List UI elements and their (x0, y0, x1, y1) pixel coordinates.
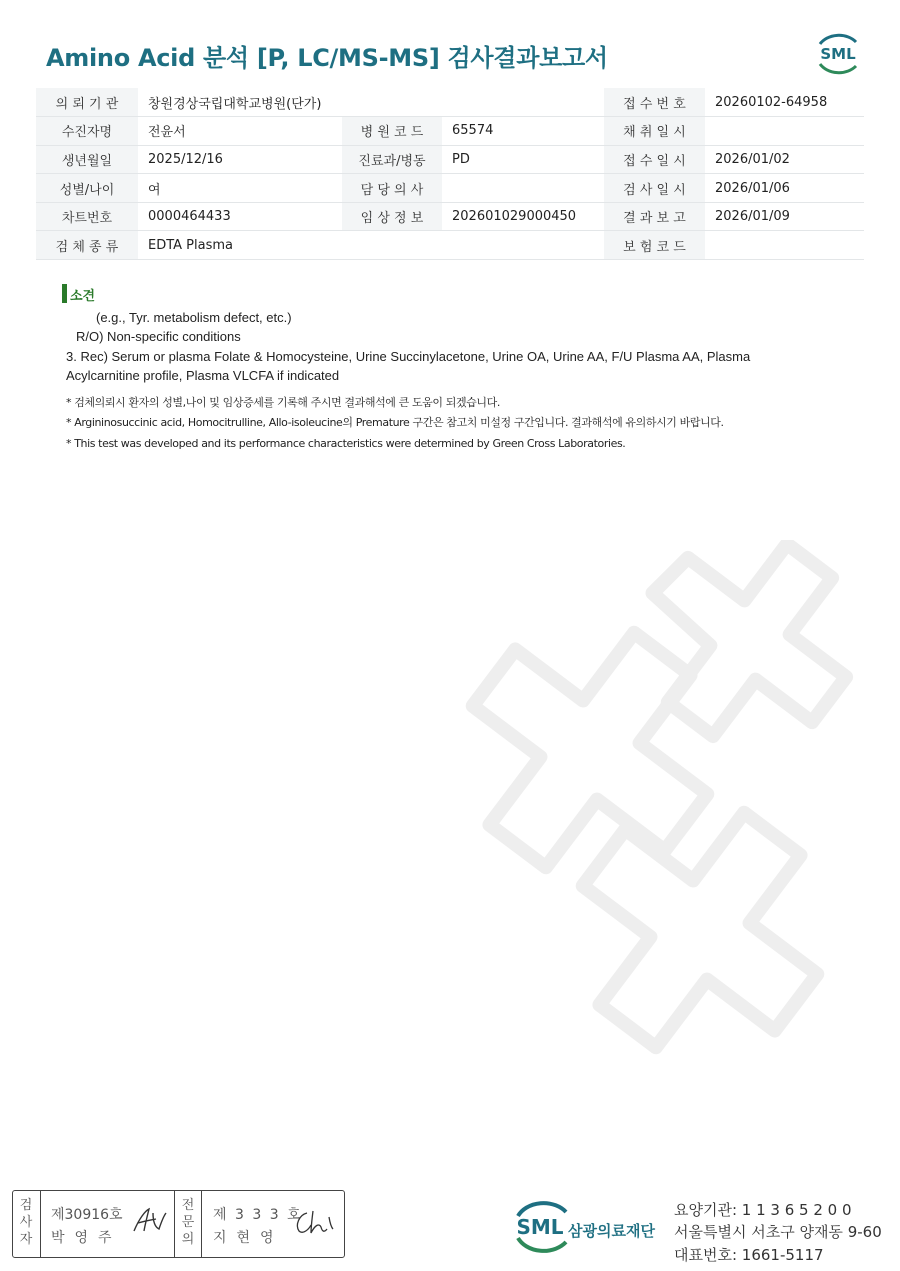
info-value (705, 231, 864, 260)
info-label: 접 수 일 시 (604, 145, 705, 174)
info-value: 2026/01/02 (705, 145, 864, 174)
info-label: 검 체 종 류 (36, 231, 138, 260)
info-label: 담 당 의 사 (342, 174, 442, 203)
info-value (442, 174, 604, 203)
opinion-line: (e.g., Tyr. metabolism defect, etc.) (96, 310, 292, 325)
info-value: 2025/12/16 (138, 145, 342, 174)
institution-number: 요양기관: 1 1 3 6 5 2 0 0 (674, 1201, 852, 1219)
opinion-line: 3. Rec) Serum or plasma Folate & Homocysteine, Urine Succinylacetone, Urine OA, Urine AA, F/U Plasma AA, Plasma (66, 349, 751, 364)
info-label: 성별/나이 (36, 174, 138, 203)
signature-box (12, 1190, 345, 1258)
info-value: 202601029000450 (442, 202, 604, 231)
info-label: 병 원 코 드 (342, 117, 442, 146)
examiner-label-cell (13, 1191, 41, 1257)
info-row (36, 202, 864, 231)
foundation-name: 삼광의료재단 (568, 1222, 655, 1240)
report-title: Amino Acid 분석 [P, LC/MS-MS] 검사결과보고서 (46, 44, 608, 72)
info-value: 전윤서 (138, 117, 342, 146)
info-row (36, 231, 864, 260)
patient-info-table (36, 88, 864, 260)
specialist-label-cell (174, 1191, 202, 1257)
info-label: 채 취 일 시 (604, 117, 705, 146)
sml-foundation-logo-icon (510, 1198, 574, 1254)
info-value: 창원경상국립대학교병원(단가) (138, 88, 342, 117)
info-label: 수진자명 (36, 117, 138, 146)
info-label: 결 과 보 고 (604, 202, 705, 231)
svg-text:SML: SML (516, 1215, 564, 1239)
info-value: 2026/01/09 (705, 202, 864, 231)
info-row (36, 117, 864, 146)
info-label: 보 험 코 드 (604, 231, 705, 260)
specialist-name: 지현영 (213, 1230, 284, 1246)
watermark-icon (360, 540, 880, 1060)
specialist-label: 전문의 (181, 1198, 195, 1247)
info-label: 차트번호 (36, 202, 138, 231)
info-row (36, 88, 864, 117)
info-label: 검 사 일 시 (604, 174, 705, 203)
info-value: PD (442, 145, 604, 174)
info-label: 임 상 정 보 (342, 202, 442, 231)
phone-number: 대표번호: 1661-5117 (674, 1246, 824, 1264)
specialist-license: 제 3 3 3 호 (213, 1207, 303, 1223)
info-label: 접 수 번 호 (604, 88, 705, 117)
info-value: 여 (138, 174, 342, 203)
info-label: 진료과/병동 (342, 145, 442, 174)
info-label: 생년월일 (36, 145, 138, 174)
info-value: 2026/01/06 (705, 174, 864, 203)
examiner-license: 제30916호 (51, 1207, 123, 1223)
info-value: EDTA Plasma (138, 231, 342, 260)
opinion-accent-bar (62, 284, 67, 303)
info-value: 20260102-64958 (705, 88, 864, 117)
svg-text:SML: SML (820, 45, 856, 63)
info-value (442, 231, 604, 260)
info-label: 의 뢰 기 관 (36, 88, 138, 117)
specialist-signature-icon (293, 1207, 335, 1237)
info-row (36, 145, 864, 174)
info-value: 65574 (442, 117, 604, 146)
info-label (342, 231, 442, 260)
sml-logo-icon (812, 30, 864, 76)
info-label (342, 88, 442, 117)
info-row (36, 174, 864, 203)
address: 서울특별시 서초구 양재동 9-60 (674, 1223, 882, 1241)
info-value (705, 117, 864, 146)
opinion-line: R/O) Non-specific conditions (76, 329, 241, 344)
opinion-line: Acylcarnitine profile, Plasma VLCFA if indicated (66, 368, 340, 383)
info-value: 0000464433 (138, 202, 342, 231)
opinion-title: 소견 (70, 289, 96, 304)
note-line: * 검체의뢰시 환자의 성별,나이 및 임상증세를 기록해 주시면 결과해석에 큰 도움이 되겠습니다. (66, 396, 500, 409)
examiner-signature-icon (131, 1205, 169, 1235)
note-line: * Argininosuccinic acid, Homocitrulline, Allo-isoleucine의 Premature 구간은 참고치 미설정 구간입니다. 결과해석에 유의하시기 바랍니다. (66, 416, 724, 429)
examiner-name: 박영주 (51, 1230, 122, 1246)
info-value (442, 88, 604, 117)
note-line: * This test was developed and its performance characteristics were determined by Green Cross Laboratories. (66, 437, 626, 450)
examiner-label: 검사자 (19, 1198, 33, 1247)
